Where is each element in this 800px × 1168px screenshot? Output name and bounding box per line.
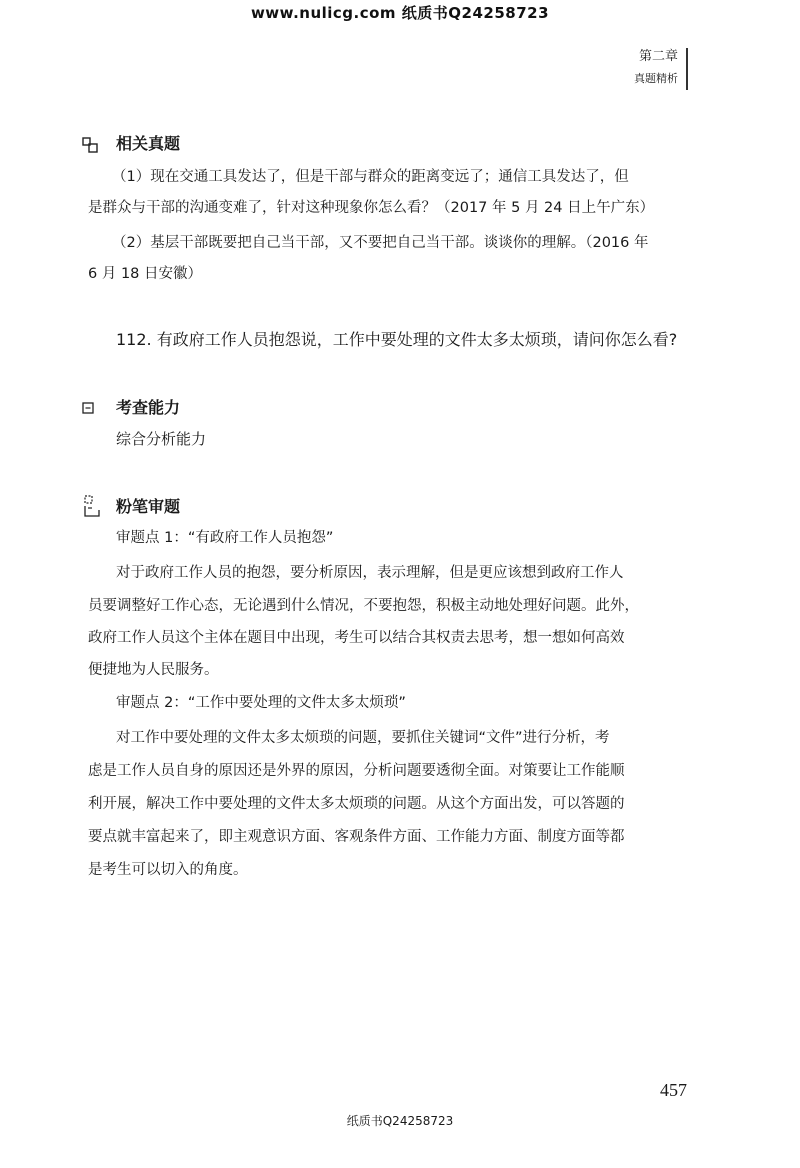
review-line: 员要调整好工作心态，无论遇到什么情况，不要抱怨，积极主动地处理好问题。此外， <box>88 598 639 614</box>
chapter-subtitle: 真题精析 <box>634 72 678 85</box>
ability-heading: 考查能力 <box>116 398 181 417</box>
related-line: 6 月 18 日安徽） <box>88 266 203 282</box>
top-watermark: www.nulicg.com 纸质书Q24258723 <box>250 4 550 22</box>
review-point-2-title: 审题点 2：“工作中要处理的文件太多太烦琐” <box>116 695 406 711</box>
review-line: 利开展，解决工作中要处理的文件太多太烦琐的问题。从这个方面出发，可以答题的 <box>88 796 625 812</box>
related-line: 是群众与干部的沟通变难了，针对这种现象你怎么看？（2017 年 5 月 24 日上午广东） <box>88 200 655 216</box>
bottom-watermark: 纸质书Q24258723 <box>346 1114 454 1128</box>
related-line: （1）现在交通工具发达了，但是干部与群众的距离变远了；通信工具发达了，但 <box>112 169 629 185</box>
review-line: 要点就丰富起来了，即主观意识方面、客观条件方面、工作能力方面、制度方面等都 <box>88 829 625 845</box>
review-line: 便捷地为人民服务。 <box>88 662 219 678</box>
review-line: 政府工作人员这个主体在题目中出现，考生可以结合其权责去思考，想一想如何高效 <box>88 630 625 646</box>
related-questions-heading: 相关真题 <box>116 134 181 153</box>
review-line: 是考生可以切入的角度。 <box>88 862 248 878</box>
related-questions-icon <box>82 137 98 153</box>
question-112: 112. 有政府工作人员抱怨说，工作中要处理的文件太多太烦琐，请问你怎么看? <box>116 330 678 349</box>
ability-icon <box>82 402 94 414</box>
chapter-title: 第二章 <box>638 49 678 64</box>
review-icon <box>82 494 102 518</box>
related-line: （2）基层干部既要把自己当干部，又不要把自己当干部。谈谈你的理解。（2016 年 <box>112 235 649 251</box>
review-line: 对于政府工作人员的抱怨，要分析原因，表示理解，但是更应该想到政府工作人 <box>116 565 624 581</box>
review-line: 对工作中要处理的文件太多太烦琐的问题，要抓住关键词“文件”进行分析，考 <box>116 730 610 746</box>
page-number: 457 <box>660 1080 687 1100</box>
review-heading: 粉笔审题 <box>116 497 181 516</box>
review-line: 虑是工作人员自身的原因还是外界的原因，分析问题要透彻全面。对策要让工作能顺 <box>88 763 625 779</box>
review-point-1-title: 审题点 1：“有政府工作人员抱怨” <box>116 530 334 546</box>
ability-text: 综合分析能力 <box>116 430 207 448</box>
chapter-header <box>634 48 688 90</box>
